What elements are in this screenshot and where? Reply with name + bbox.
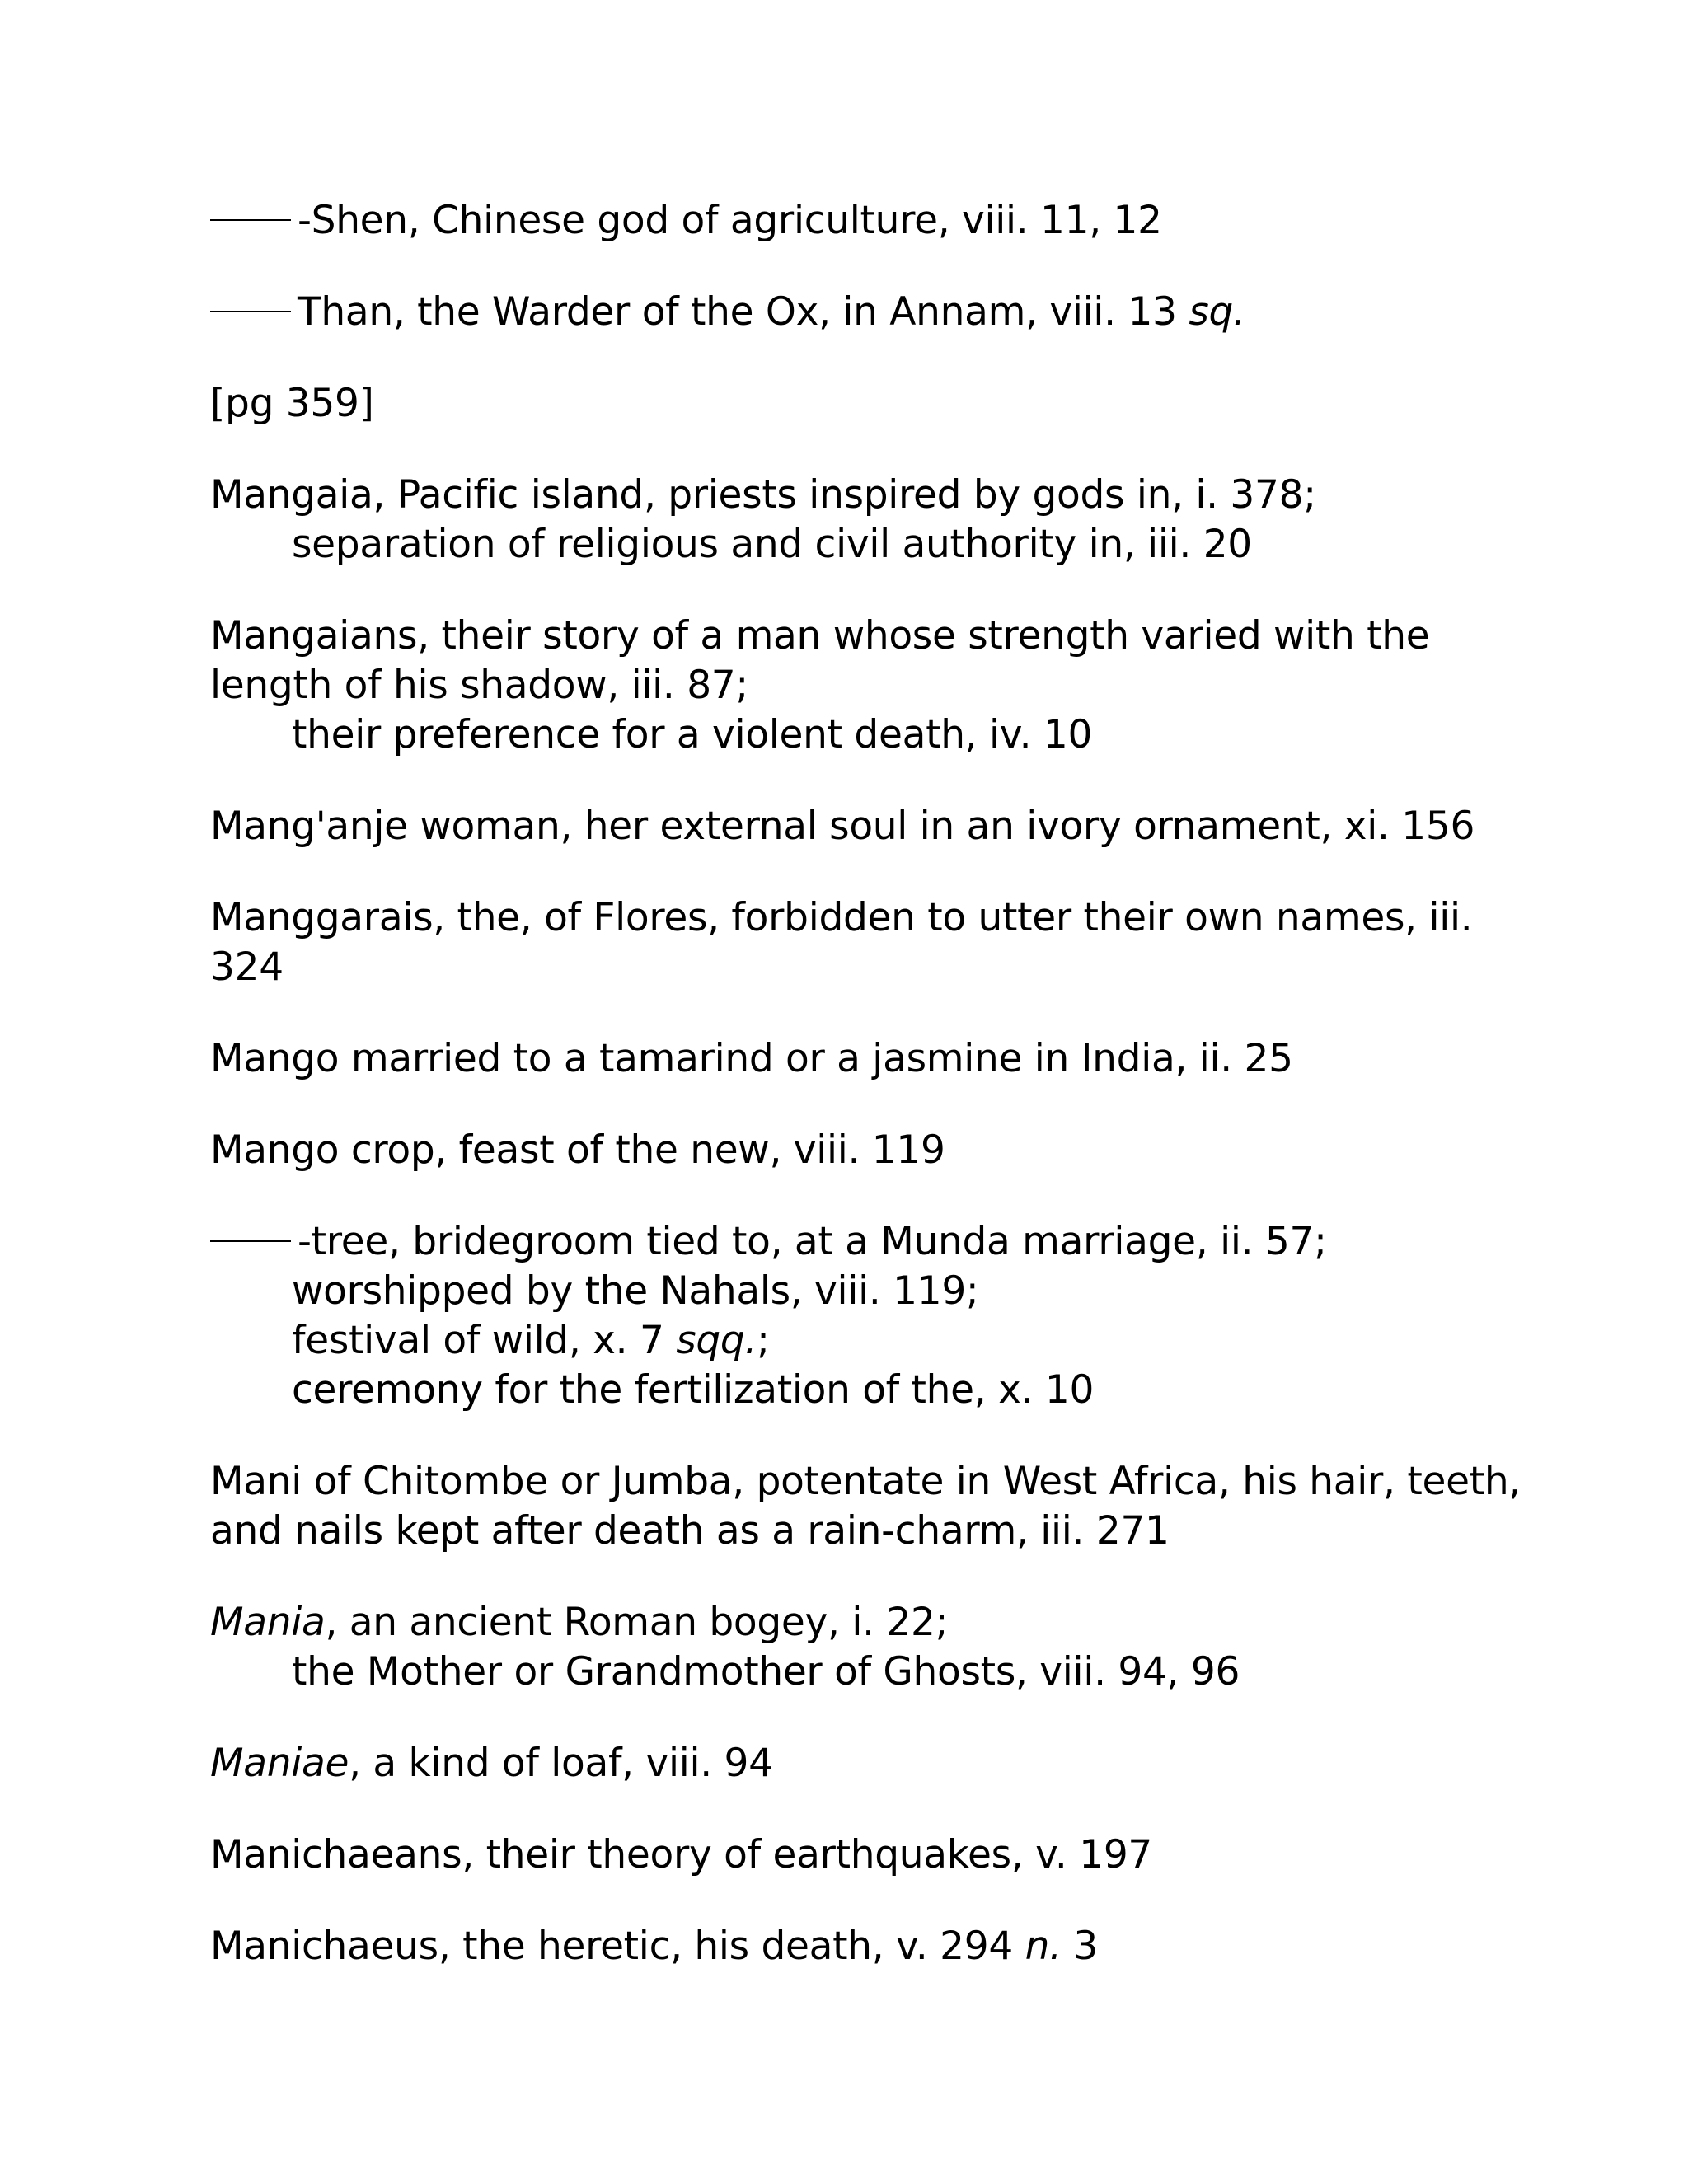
index-entry (210, 1457, 1521, 1556)
entry-subline: their preference for a violent death, iv. 10 (292, 712, 1093, 757)
entry-subline: ceremony for the fertilization of the, x. 10 (292, 1367, 1095, 1413)
entry-subline: the Mother or Grandmother of Ghosts, viii. 94, 96 (292, 1649, 1240, 1694)
index-entry (210, 612, 1496, 760)
index-entry (210, 1922, 1496, 1971)
entry-line: length of his shadow, iii. 87; (210, 663, 748, 708)
entry-line: Than, the Warder of the Ox, in Annam, viii. 13 sq. (210, 288, 1496, 337)
index-entry (210, 1830, 1496, 1880)
index-entry (210, 196, 1496, 246)
index-entry (210, 1126, 1496, 1175)
entry-line: Mango crop, feast of the new, viii. 119 (210, 1127, 945, 1173)
entry-line: -tree, bridegroom tied to, at a Munda marriage, ii. 57; (210, 1217, 1496, 1267)
em-dash-rule (210, 311, 291, 312)
index-page (210, 196, 1521, 2013)
entry-line: Mania, an ancient Roman bogey, i. 22; (210, 1600, 949, 1645)
entry-line: and nails kept after death as a rain-charm, iii. 271 (210, 1508, 1170, 1554)
entry-line: Manichaeans, their theory of earthquakes, v. 197 (210, 1832, 1153, 1877)
index-entry (210, 471, 1496, 569)
index-entry (210, 1598, 1496, 1697)
entry-line: Mangaians, their story of a man whose strength varied with the (210, 613, 1430, 658)
entry-subline: festival of wild, x. 7 sqq.; (292, 1318, 770, 1363)
index-entry (210, 1034, 1496, 1084)
entry-line: -Shen, Chinese god of agriculture, viii. 11, 12 (210, 196, 1496, 246)
em-dash-rule (210, 219, 291, 221)
entry-line: Maniae, a kind of loaf, viii. 94 (210, 1741, 773, 1786)
page-marker: [pg 359] (210, 381, 374, 426)
index-entry (210, 893, 1496, 992)
entry-line: Mang'anje woman, her external soul in an ivory ornament, xi. 156 (210, 804, 1475, 849)
entry-line: Mani of Chitombe or Jumba, potentate in West Africa, his hair, teeth, (210, 1459, 1521, 1504)
em-dash-rule (210, 1240, 291, 1242)
entry-line: Mango married to a tamarind or a jasmine in India, ii. 25 (210, 1036, 1293, 1081)
entry-subline: separation of religious and civil authority in, iii. 20 (292, 522, 1252, 567)
index-entry (210, 802, 1496, 851)
entry-line: Manichaeus, the heretic, his death, v. 294 n. 3 (210, 1924, 1098, 1969)
index-entry (210, 288, 1496, 337)
entry-subline: worshipped by the Nahals, viii. 119; (292, 1268, 979, 1314)
index-entry (210, 1739, 1496, 1788)
entry-line: Mangaia, Pacific island, priests inspired by gods in, i. 378; (210, 472, 1316, 518)
index-entry (210, 1217, 1496, 1415)
entry-line: Manggarais, the, of Flores, forbidden to utter their own names, iii. (210, 895, 1473, 940)
entry-line: 324 (210, 944, 284, 990)
